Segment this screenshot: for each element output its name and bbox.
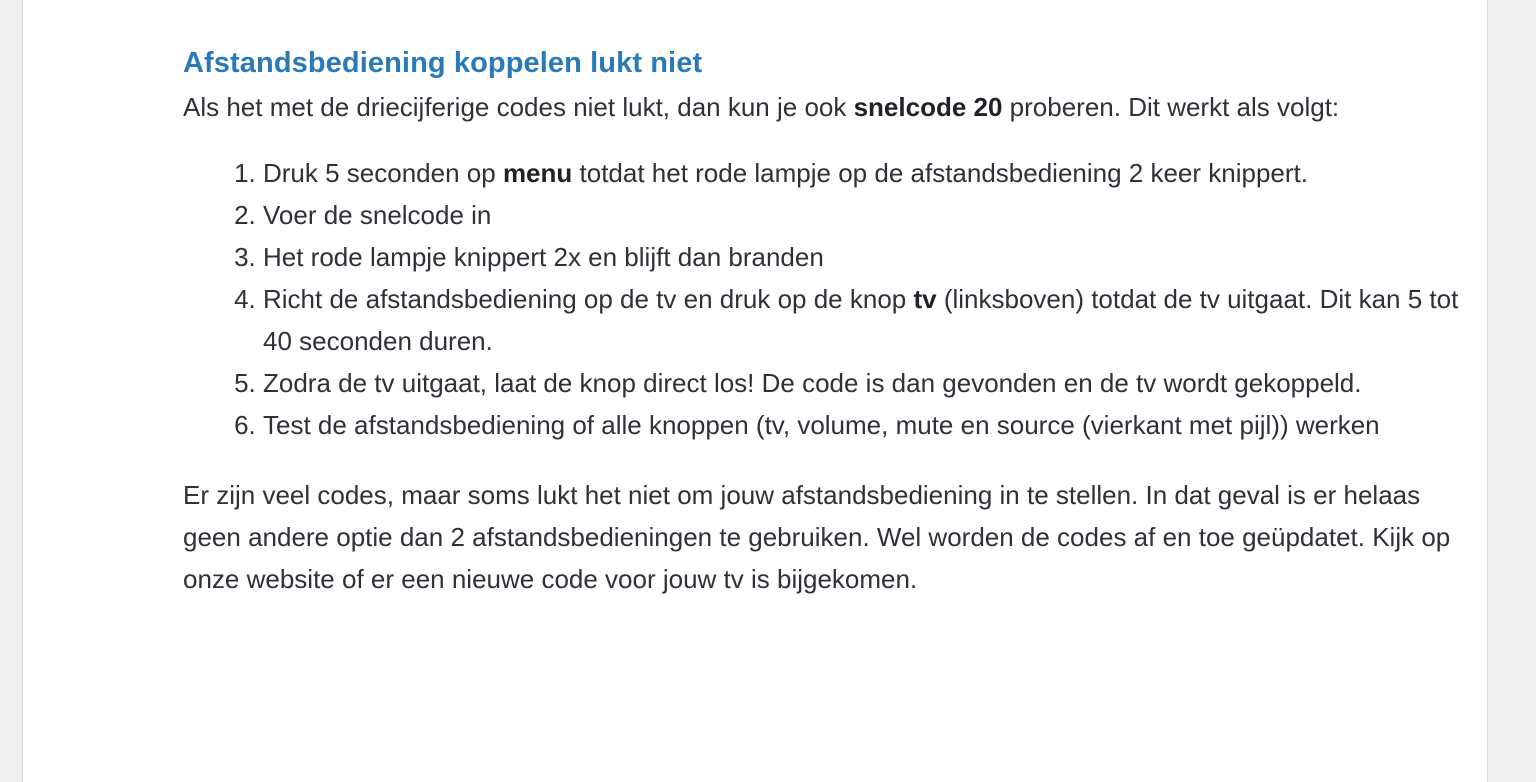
section-heading: Afstandsbediening koppelen lukt niet (183, 47, 703, 79)
step-item-2 (263, 194, 1473, 236)
outro-paragraph: Er zijn veel codes, maar soms lukt het niet om jouw afstandsbediening in te stellen. In dat geval is er helaas geen andere optie dan 2 afstandsbedieningen te gebruiken. Wel worden de codes af en toe geüpdatet. Kijk op onze website of er een nieuwe code voor jouw tv is bijgekomen. (183, 480, 1451, 594)
step-text-before: Voer de snelcode in (263, 200, 492, 230)
step-bold: menu (502, 158, 573, 188)
step-item-3 (263, 236, 1473, 278)
step-item-6 (263, 404, 1473, 446)
step-text-before: Zodra de tv uitgaat, laat de knop direct los! De code is dan gevonden en de tv wordt gekoppeld. (263, 368, 1362, 398)
article-content (183, 40, 1473, 600)
intro-text-before: Als het met de driecijferige codes niet lukt, dan kun je ook (183, 92, 854, 122)
steps-list (183, 152, 1473, 446)
step-item-1 (263, 152, 1473, 194)
step-bold: tv (913, 284, 937, 314)
intro-paragraph (183, 86, 1423, 128)
step-item-5 (263, 362, 1473, 404)
content-panel (22, 0, 1488, 782)
step-text-before: Test de afstandsbediening of alle knoppen (tv, volume, mute en source (vierkant met pijl)) werken (263, 410, 1380, 440)
intro-text-after: proberen. Dit werkt als volgt: (1002, 92, 1340, 122)
step-item-4 (263, 278, 1473, 362)
intro-bold-snelcode: snelcode 20 (853, 92, 1003, 122)
step-text-after: totdat het rode lampje op de afstandsbediening 2 keer knippert. (572, 158, 1308, 188)
step-text-before: Druk 5 seconden op (263, 158, 503, 188)
step-text-before: Richt de afstandsbediening op de tv en druk op de knop (263, 284, 914, 314)
step-text-after: (linksboven) totdat de tv uitgaat. Dit kan 5 tot 40 seconden duren. (263, 284, 1459, 356)
step-text-before: Het rode lampje knippert 2x en blijft dan branden (263, 242, 824, 272)
